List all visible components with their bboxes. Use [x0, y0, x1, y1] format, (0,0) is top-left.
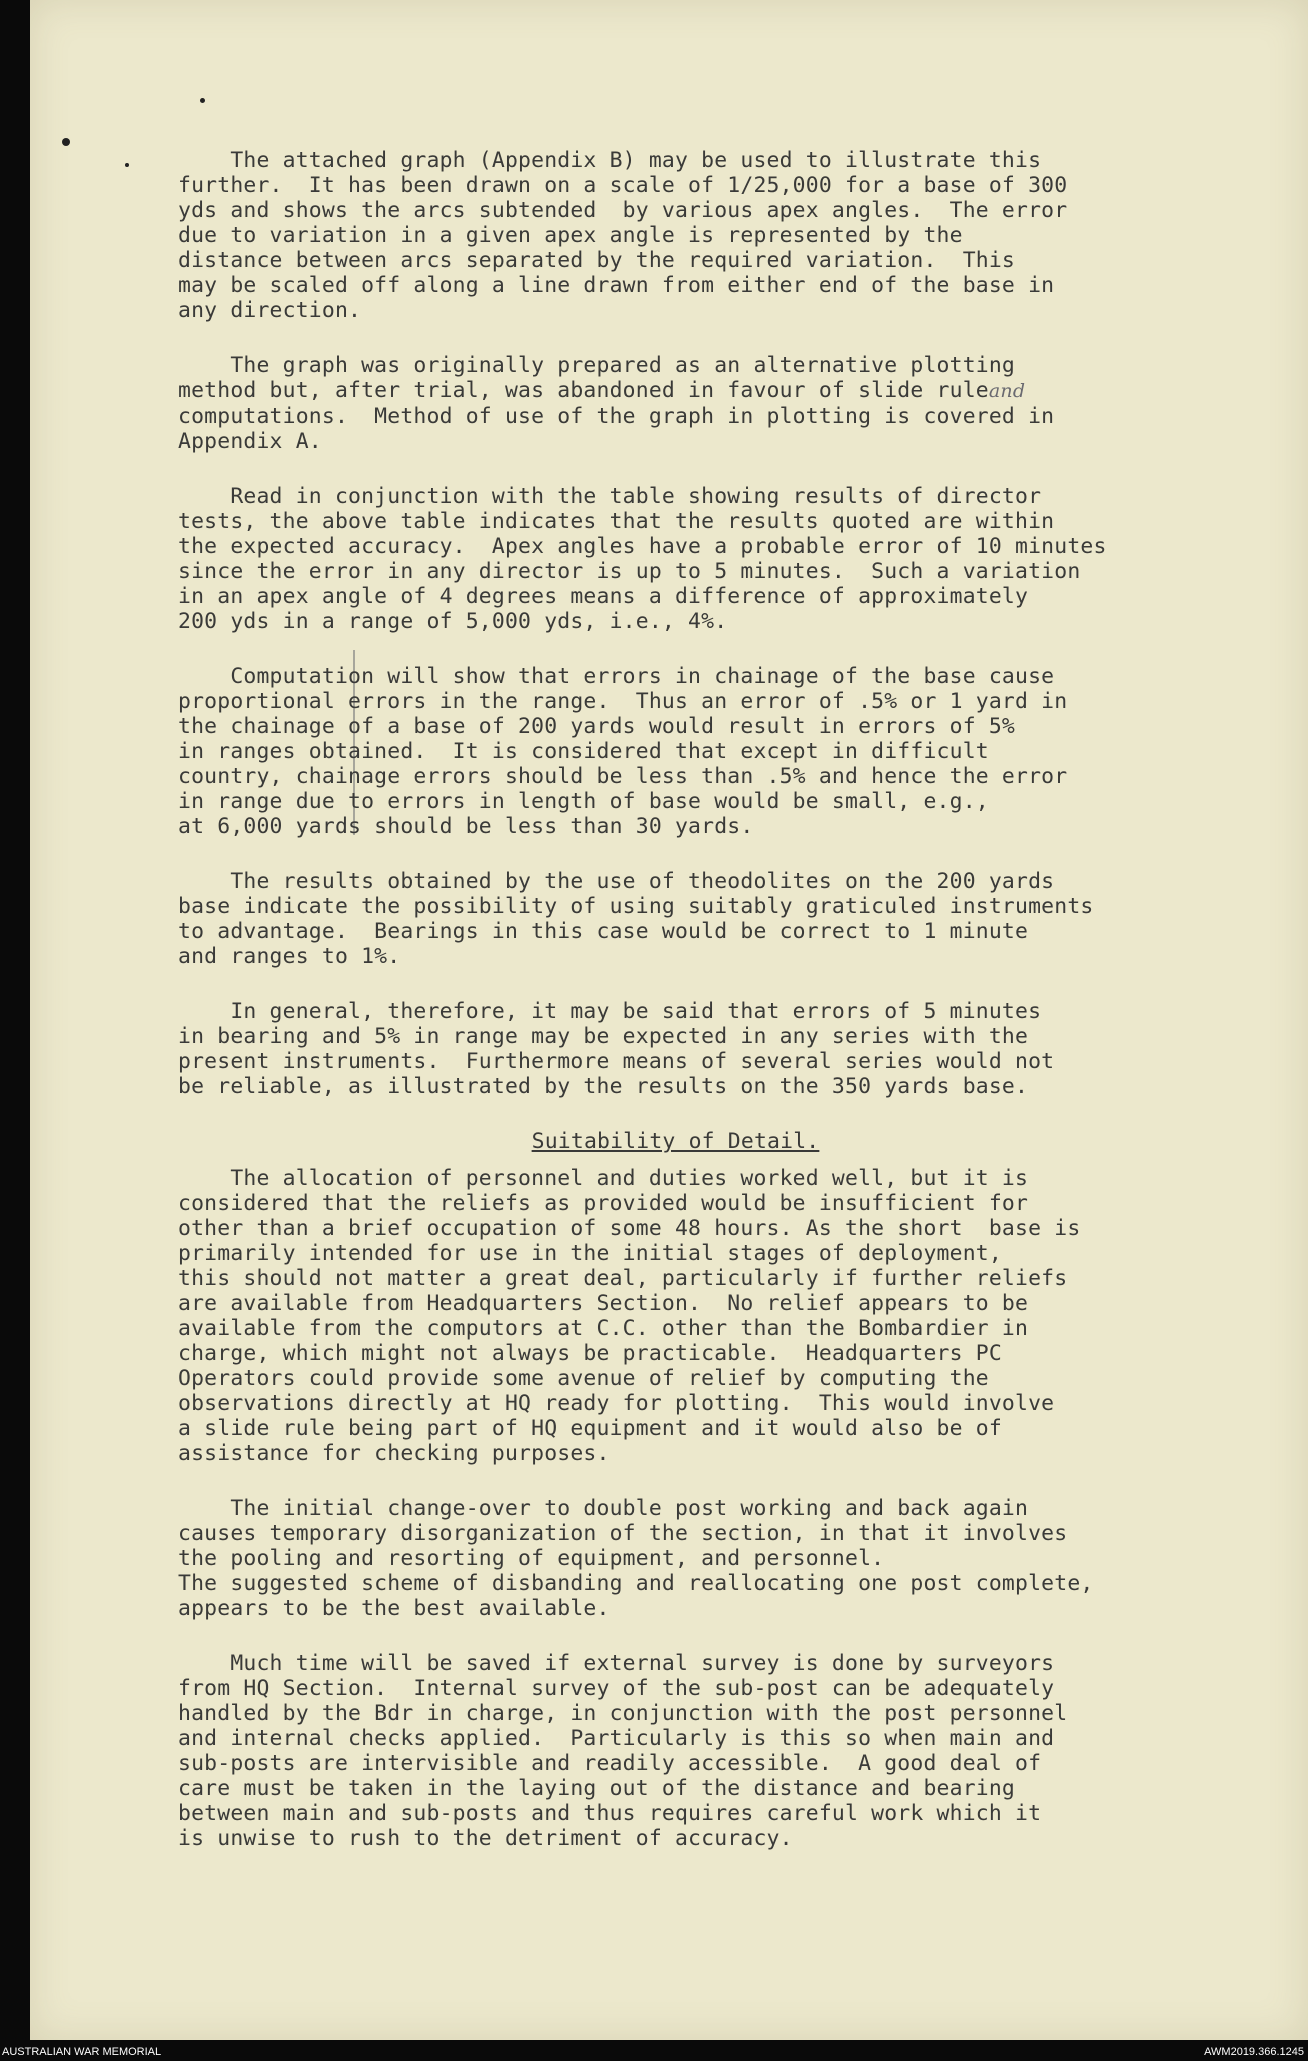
paragraph — [178, 484, 1253, 634]
footer-accession-number: AWM2019.366.1245 — [1204, 2046, 1304, 2058]
text-line: computations. Method of use of the graph in plotting is covered in — [178, 404, 1055, 429]
text-line: The graph was originally prepared as an alternative plotting — [178, 353, 1016, 378]
typed-text — [178, 148, 1253, 1881]
paragraph — [178, 1166, 1253, 1466]
text-line: proportional errors in the range. Thus an error of .5% or 1 yard in — [178, 689, 1068, 714]
ink-speck — [200, 98, 205, 103]
text-line: charge, which might not always be practicable. Headquarters PC — [178, 1341, 1002, 1366]
text-line: tests, the above table indicates that the results quoted are within — [178, 509, 1055, 534]
text-line: be reliable, as illustrated by the results on the 350 yards base. — [178, 1074, 1029, 1099]
text-line: this should not matter a great deal, particularly if further reliefs — [178, 1266, 1068, 1291]
paragraph — [178, 1651, 1253, 1851]
text-line: are available from Headquarters Section. No relief appears to be — [178, 1291, 1029, 1316]
text-line: at 6,000 yards should be less than 30 yards. — [178, 814, 754, 839]
text-line: Computation will show that errors in chainage of the base cause — [178, 664, 1055, 689]
text-line: due to variation in a given apex angle is represented by the — [178, 223, 963, 248]
ink-speck — [125, 163, 129, 167]
text-line: base indicate the possibility of using suitably graticuled instruments — [178, 894, 1094, 919]
text-line: further. It has been drawn on a scale of 1/25,000 for a base of 300 — [178, 173, 1068, 198]
text-line: The allocation of personnel and duties worked well, but it is — [178, 1166, 1029, 1191]
text-line: in range due to errors in length of base would be small, e.g., — [178, 789, 989, 814]
paragraph — [178, 869, 1253, 969]
paragraph — [178, 148, 1253, 323]
text-line: any direction. — [178, 298, 362, 323]
text-line: other than a brief occupation of some 48 hours. As the short base is — [178, 1216, 1081, 1241]
paragraph — [178, 999, 1253, 1099]
text-line: assistance for checking purposes. — [178, 1441, 610, 1466]
text-line: country, chainage errors should be less than .5% and hence the error — [178, 764, 1068, 789]
text-line: observations directly at HQ ready for plotting. This would involve — [178, 1391, 1055, 1416]
text-line: since the error in any director is up to 5 minutes. Such a variation — [178, 559, 1081, 584]
text-line: Much time will be saved if external survey is done by surveyors — [178, 1651, 1055, 1676]
text-line: in bearing and 5% in range may be expected in any series with the — [178, 1024, 1029, 1049]
text-line: and ranges to 1%. — [178, 944, 401, 969]
paragraph — [178, 353, 1253, 454]
text-line: Read in conjunction with the table showing results of director — [178, 484, 1042, 509]
text-line: The suggested scheme of disbanding and reallocating one post complete, — [178, 1571, 1094, 1596]
paragraph-group-2 — [178, 1166, 1253, 1851]
text-line: available from the computors at C.C. other than the Bombardier in — [178, 1316, 1029, 1341]
text-line: appears to be the best available. — [178, 1596, 610, 1621]
text-line: the chainage of a base of 200 yards would result in errors of 5% — [178, 714, 1016, 739]
text-line: method but, after trial, was abandoned in favour of slide ruleand — [178, 378, 1026, 403]
text-line: considered that the reliefs as provided would be insufficient for — [178, 1191, 1029, 1216]
text-line: Appendix A. — [178, 429, 322, 454]
handwritten-annotation: and — [988, 380, 1026, 402]
paragraph — [178, 1496, 1253, 1621]
text-line: causes temporary disorganization of the section, in that it involves — [178, 1521, 1068, 1546]
text-line: and internal checks applied. Particularly is this so when main and — [178, 1726, 1055, 1751]
paragraph — [178, 664, 1253, 839]
text-line: distance between arcs separated by the required variation. This — [178, 248, 1016, 273]
text-line: sub-posts are intervisible and readily accessible. A good deal of — [178, 1751, 1042, 1776]
text-line: the expected accuracy. Apex angles have a probable error of 10 minutes — [178, 534, 1107, 559]
footer-institution: AUSTRALIAN WAR MEMORIAL — [2, 2046, 162, 2058]
text-line: The results obtained by the use of theodolites on the 200 yards — [178, 869, 1055, 894]
text-line: between main and sub-posts and thus requires careful work which it — [178, 1801, 1042, 1826]
text-line: Operators could provide some avenue of relief by computing the — [178, 1366, 989, 1391]
paragraph-group-1 — [178, 148, 1253, 1099]
text-line: primarily intended for use in the initial stages of deployment, — [178, 1241, 1002, 1266]
text-line: The attached graph (Appendix B) may be used to illustrate this — [178, 148, 1042, 173]
text-line: may be scaled off along a line drawn from either end of the base in — [178, 273, 1055, 298]
text-line: a slide rule being part of HQ equipment and it would also be of — [178, 1416, 1002, 1441]
text-line: the pooling and resorting of equipment, and personnel. — [178, 1546, 885, 1571]
text-line: in ranges obtained. It is considered that except in difficult — [178, 739, 989, 764]
archive-footer — [0, 2043, 1308, 2061]
text-line: In general, therefore, it may be said that errors of 5 minutes — [178, 999, 1042, 1024]
text-line: care must be taken in the laying out of the distance and bearing — [178, 1776, 1016, 1801]
text-line: handled by the Bdr in charge, in conjunction with the post personnel — [178, 1701, 1068, 1726]
ink-speck — [62, 138, 70, 146]
text-line: in an apex angle of 4 degrees means a difference of approximately — [178, 584, 1029, 609]
text-line: yds and shows the arcs subtended by various apex angles. The error — [178, 198, 1068, 223]
text-line: from HQ Section. Internal survey of the sub-post can be adequately — [178, 1676, 1055, 1701]
section-heading: Suitability of Detail. — [531, 1129, 820, 1154]
text-line: present instruments. Furthermore means of several series would not — [178, 1049, 1055, 1074]
text-line: The initial change-over to double post working and back again — [178, 1496, 1029, 1521]
text-line: to advantage. Bearings in this case would be correct to 1 minute — [178, 919, 1029, 944]
text-line: 200 yds in a range of 5,000 yds, i.e., 4%. — [178, 609, 728, 634]
text-line: is unwise to rush to the detriment of accuracy. — [178, 1826, 793, 1851]
